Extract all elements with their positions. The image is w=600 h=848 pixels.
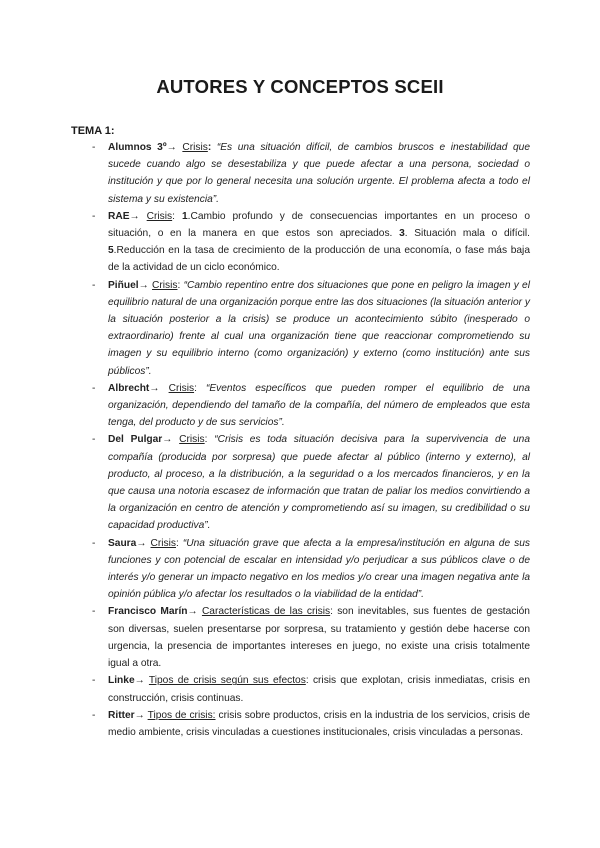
concept-colon: : [172,210,175,222]
concept-label: Características de las crisis [201,606,331,618]
author-name: Francisco Marín [108,606,188,618]
list-item [71,431,530,534]
concept-label: Tipos de crisis: [147,709,216,721]
definition-text: son inevitables, sus fuentes de gestación son diversas, suelen presentarse por sorpresa, su tratamiento y gestión debe hacerse con urgencia, la presencia de importantes intereses en juego, no existe una crisis totalmente igual a otra. [108,606,530,670]
entries-list [71,139,530,741]
concept-colon: : [207,142,212,153]
concept-label: Tipos de crisis según sus efectos [148,675,306,687]
arrow-icon: → [134,675,145,687]
bullet-dash: - [92,142,96,153]
section-tema-1 [71,125,530,741]
concept-label: Crisis [179,434,205,446]
definition-number: 5 [108,245,114,257]
bullet-dash: - [92,606,96,618]
section-heading: TEMA 1: [71,125,115,137]
concept-label: Crisis [146,210,173,222]
author-name: Alumnos 3º [108,142,167,153]
bullet-dash: - [92,382,96,394]
list-item [71,535,530,604]
bullet-dash: - [92,279,96,291]
definition-number: 3 [399,228,405,240]
definition-text: . Situación mala o difícil. [404,228,530,240]
bullet-dash: - [92,210,96,222]
list-item [71,208,530,277]
concept-label: Crisis [182,142,208,153]
definition-quote: “Crisis es toda situación decisiva para la supervivencia de una compañía (producida por sorpresa) que puede afectar al público (interno y externo), al producto, al proceso, a la distribución, a la seguridad o a los mercados financieros, y en la que causa una notoria escasez de información que tratan de paliar los medios convirtiendo a la organización en centro de atención y comprometiendo así su imagen, su credibilidad o su capacidad productiva”. [108,434,530,532]
arrow-icon: → [136,537,147,549]
concept-colon: : [177,279,181,291]
definition-text: .Reducción en la tasa de crecimiento de la producción de una economía, o fase más baja de la actividad de un ciclo económico. [108,245,530,274]
concept-colon: : [330,606,333,618]
concept-label: Crisis [152,279,178,291]
arrow-icon: → [162,434,173,446]
arrow-icon: → [129,210,140,222]
author-name: RAE [108,210,130,222]
definition-text: crisis sobre productos, crisis en la industria de los servicios, crisis de medio ambiente, crisis vinculadas a cuestiones institucionales, crisis vinculadas a personas. [108,709,530,738]
author-name: Albrecht [108,382,150,394]
concept-label: Crisis [168,382,195,394]
bullet-dash: - [92,675,96,687]
concept-colon: : [194,382,197,394]
definition-quote: “Eventos específicos que pueden romper el equilibrio de una organización, dependiendo del tamaño de la compañía, del número de empleados que esta tenga, del producto y de sus servicios”. [108,382,530,429]
bullet-dash: - [92,537,96,549]
author-name: Piñuel [108,279,139,291]
definition-text: crisis que explotan, crisis inmediatas, crisis en construcción, crisis continuas. [108,675,530,704]
definition-text: .Cambio profundo y de consecuencias importantes en un proceso o situación, o en la manera en que estos son apreciados. [108,210,530,240]
arrow-icon: → [166,142,177,153]
bullet-dash: - [92,434,96,446]
bullet-dash: - [92,709,96,721]
definition-number: 1 [181,210,188,222]
list-item [71,603,530,672]
arrow-icon: → [138,279,149,291]
list-item [71,707,530,741]
list-item [71,672,530,706]
concept-colon: : [305,675,309,687]
concept-colon: : [204,434,208,446]
author-name: Linke [108,675,135,687]
author-name: Saura [108,537,137,549]
arrow-icon: → [187,606,198,618]
definition-quote: “Es una situación difícil, de cambios bruscos e inestabilidad que sucede cuando algo se desestabiliza y que puede afectar a una persona, sociedad o institución y que por lo general necesita una solución urgente. El problema afecta a todo el sistema y su existencia”. [108,142,530,205]
concept-colon: : [176,537,179,549]
arrow-icon: → [149,382,160,394]
list-item [71,139,530,208]
list-item [71,380,530,432]
concept-label: Crisis [150,537,176,549]
definition-quote: “Una situación grave que afecta a la empresa/institución en alguna de sus funciones y con potencial de escalar en intensidad y/o perjudicar a sus públicos clave o de interés y/o generar un impacto negativo en los medios y/o crear una imagen negativa ante la opinión pública y/o afectar los resultados o la viabilidad de la entidad”. [108,537,530,601]
author-name: Del Pulgar [108,434,163,446]
definition-quote: “Cambio repentino entre dos situaciones que pone en peligro la imagen y el equilibrio natural de una organización porque entre las dos situaciones (la situación anterior y la situación posterior a la crisis) se produce un acontecimiento súbito (inesperado o extraordinario) frente al cual una organización tiene que reaccionar comprometiendo su imagen y su equilibrio interno (como organización) y externo (como institución) ante sus públicos”. [108,279,530,377]
list-item [71,277,530,380]
author-name: Ritter [108,709,135,721]
page-title: AUTORES Y CONCEPTOS SCEII [156,76,444,97]
arrow-icon: → [134,709,145,721]
